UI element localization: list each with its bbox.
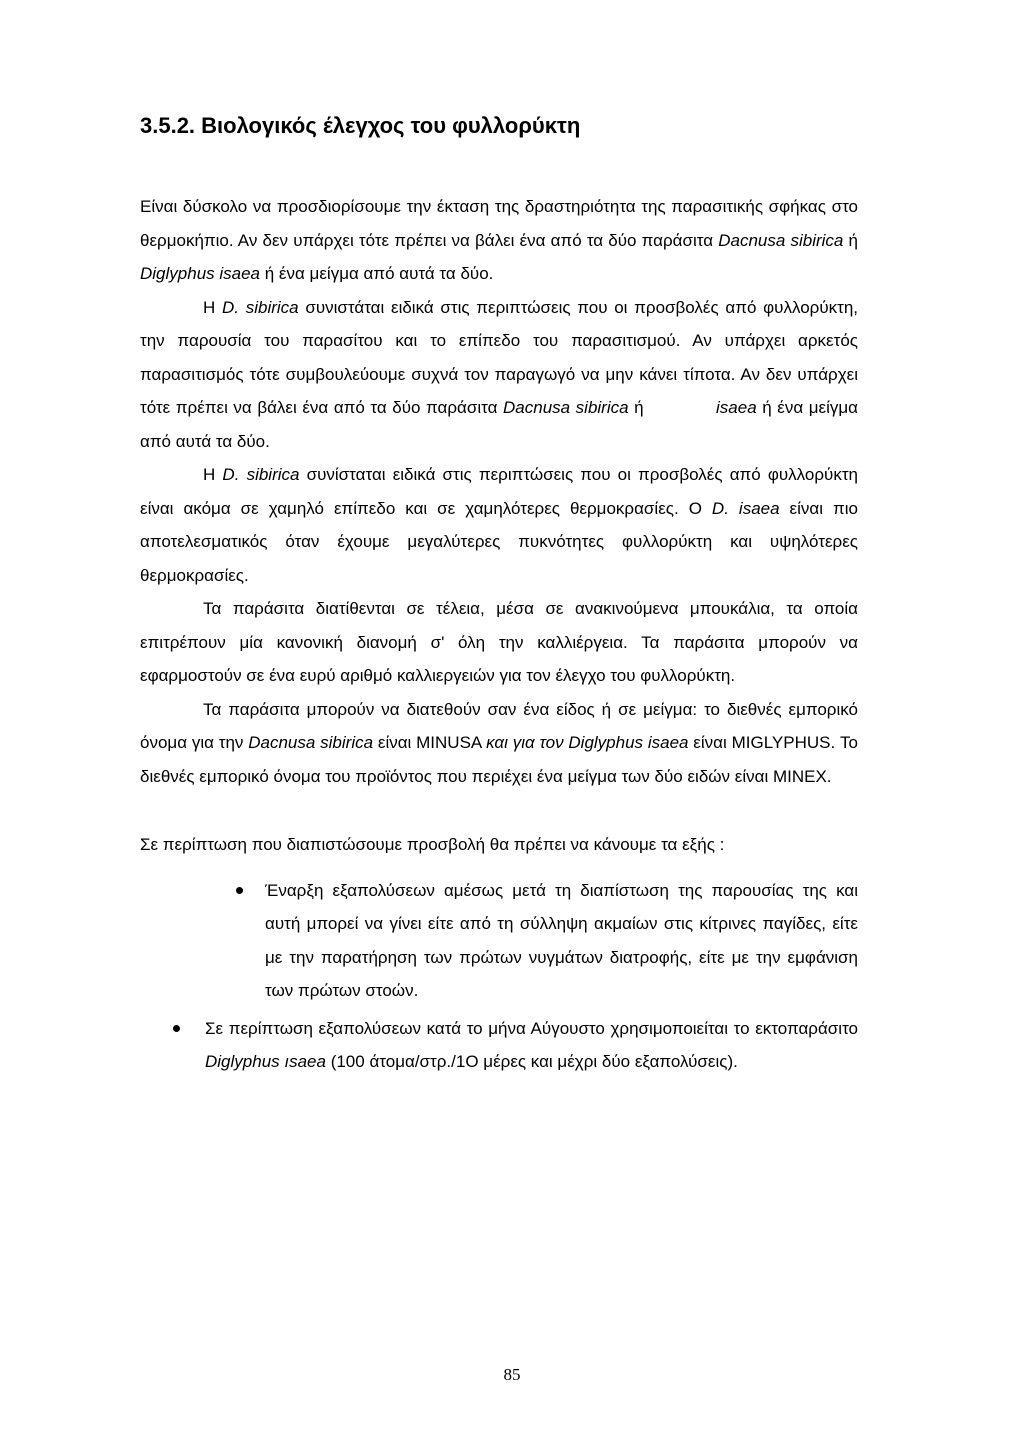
species-name: Diglyphus isaea [568, 733, 689, 752]
paragraph-actions-intro: Σε περίπτωση που διαπιστώσουμε προσβολή θα πρέπει να κάνουμε τα εξής : [140, 835, 725, 854]
text: ή ένα μείγμα από αυτά τα δύο. [140, 398, 858, 451]
species-name: Dacnusa sibirica [503, 398, 629, 417]
species-name: Dacnusa sibirica [248, 733, 374, 752]
list-item [140, 874, 858, 1008]
text: ή ένα μείγμα από αυτά τα δύο. [260, 264, 494, 283]
text: (100 άτομα/στρ./1O μέρες και μέχρι δύο εξαπολύσεις). [325, 1052, 738, 1071]
species-name: D. sibirica [222, 297, 299, 317]
italic-text: και για τον [486, 733, 564, 752]
text: Σε περίπτωση εξαπολύσεων κατά το μήνα Αύγουστο χρησιμοποιείται το εκτοπαράσιτο [205, 1018, 858, 1038]
text: Η [203, 297, 222, 317]
species-name: Dacnusa sibirica [718, 230, 844, 250]
text: συνίσταται ειδικά στις περιπτώσεις που οι προσβολές από φυλλορύκτη είναι ακόμα σε χαμηλό επίπεδο και σε χαμηλότερες θερμοκρασίες. Ο [140, 465, 859, 518]
paragraph-sibirica-recommendation [140, 291, 858, 459]
species-name: D. sibirica [222, 465, 300, 484]
text: Τα παράσιτα μπορούν να διατεθούν σαν ένα είδος ή σε μείγμα: το διεθνές εμπορικό όνομα για την [140, 699, 858, 752]
paragraph-trade-names [140, 693, 858, 794]
species-name: D. isaea [711, 498, 780, 518]
species-name: isaea [716, 398, 757, 417]
text: Είναι δύσκολο να προσδιορίσουμε την έκταση της δραστηριότητα της παρασιτικής σφήκας στο θερμοκήπιο. Αν δεν υπάρχει τότε πρέπει να βάλει ένα από τα δύο παράσιτα [140, 197, 858, 250]
text: ή [843, 230, 858, 250]
species-name: Diglyphus ısaea [205, 1052, 326, 1071]
paragraph-distribution: Τα παράσιτα διατίθενται σε τέλεια, μέσα σε ανακινούμενα μπουκάλια, τα οποία επιτρέπουν μία κανονική διανομή σ' όλη την καλλιέργεια. Τα παράσιτα μπορούν να εφαρμοστούν σε ένα ευρύ αριθμό καλλιεργειών για τον έλεγχο του φυλλορύκτη. [140, 599, 858, 685]
page-number: 85 [503, 1365, 521, 1384]
text: είναι MIGLYPHUS. Το διεθνές εμπορικό όνομα του προϊόντος που περιέχει ένα μείγμα των δύο ειδών είναι MINEX. [140, 733, 858, 786]
text: είναι πιο αποτελεσματικός όταν έχουμε μεγαλύτερες πυκνότητες φυλλορύκτη και υψηλότερες θερμοκρασίες. [140, 498, 858, 585]
text: ή [628, 398, 717, 417]
text: είναι MINUSA [373, 733, 487, 752]
text: Η [203, 465, 223, 484]
species-name: Diglyphus isaea [140, 264, 261, 283]
paragraph-temperature [140, 458, 858, 592]
list-item [140, 1012, 858, 1079]
actions-list [140, 874, 858, 1079]
document-page [140, 112, 858, 1079]
section-title: 3.5.2. Βιολογικός έλεγχος του φυλλορύκτη [140, 113, 581, 138]
text: συνιστάται ειδικά στις περιπτώσεις που οι προσβολές από φυλλορύκτη, την παρουσία του παρασίτου και το επίπεδο του παρασιτισμού. Αν υπάρχει αρκετός παρασιτισμός τότε συμβουλεύουμε συχνά τον παραγωγό να μην κάνει τίποτα. Αν δεν υπάρχει τότε πρέπει να βάλει ένα από τα δύο παράσιτα [140, 297, 859, 417]
text: Έναρξη εξαπολύσεων αμέσως μετά τη διαπίστωση της παρουσίας της και αυτή μπορεί να γίνει είτε από τη σύλληψη ακμαίων στις κίτρινες παγίδες, είτε με την παρατήρηση των πρώτων νυγμάτων διατροφής, είτε με την εμφάνιση των πρώτων στοών. [265, 880, 858, 1000]
paragraph-difficulty [140, 190, 858, 291]
